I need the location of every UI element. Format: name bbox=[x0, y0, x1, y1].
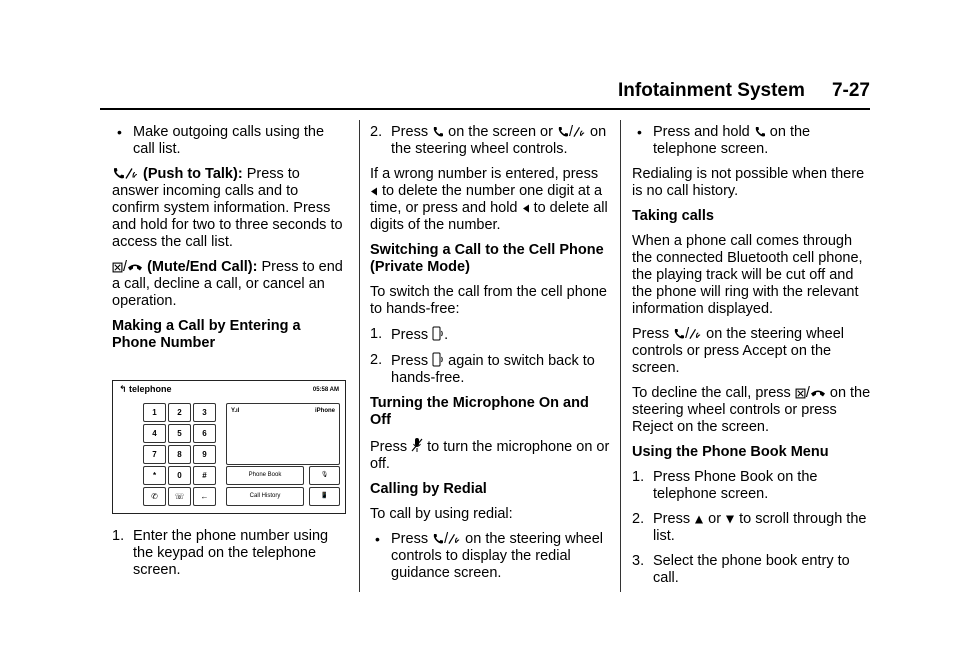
phone-book-button: Phone Book bbox=[226, 466, 304, 485]
mute-icon bbox=[795, 388, 806, 399]
section-heading: Turning the Microphone On and Off bbox=[370, 395, 589, 428]
list-item: • Press and hold on the telephone screen. bbox=[632, 124, 872, 158]
keypad-key: 1 bbox=[143, 403, 166, 422]
mute-icon bbox=[112, 262, 123, 273]
taking-paragraph: When a phone call comes through the connected Bluetooth cell phone, the playing track will be cut off and the phone will ring with the relevant information displayed. bbox=[632, 233, 863, 317]
keypad-key: 4 bbox=[143, 424, 166, 443]
section-heading: Taking calls bbox=[632, 208, 714, 224]
wrong-number-paragraph: If a wrong number is entered, press to delete the number one digit at a time, or press and hold to delete all digits of the number. bbox=[370, 166, 608, 233]
switch-paragraph: To switch the call from the cell phone to hands-free: bbox=[370, 284, 607, 317]
telephone-screen-figure bbox=[112, 380, 346, 514]
page-header bbox=[618, 80, 870, 102]
call-key-icon: ✆ bbox=[143, 487, 166, 506]
ptt-paragraph bbox=[112, 166, 348, 251]
list-item: 1. Press Phone Book on the telephone screen. bbox=[632, 469, 818, 502]
talk-icon bbox=[448, 533, 461, 545]
section-heading: Switching a Call to the Cell Phone (Private Mode) bbox=[370, 242, 604, 275]
talk-icon bbox=[689, 328, 702, 340]
keypad-key: 2 bbox=[168, 403, 191, 422]
phone-icon bbox=[432, 533, 444, 545]
page-number: 7-27 bbox=[831, 80, 870, 101]
keypad-key: 7 bbox=[143, 445, 166, 464]
mute-text: Press to end a call, decline a call, or cancel an operation. bbox=[112, 259, 343, 309]
figure-time: 05:58 AM bbox=[312, 387, 339, 393]
keypad-key: # bbox=[193, 466, 216, 485]
ptt-text: Press to answer incoming calls and to confirm system information. Press and hold for two to three seconds to access the call list. bbox=[112, 166, 343, 250]
back-arrow-icon bbox=[370, 186, 378, 197]
handset-speaker-icon bbox=[432, 352, 444, 367]
decline-paragraph: To decline the call, press / on the steering wheel controls or press Reject on the screen. bbox=[632, 385, 871, 435]
handset-speaker-icon bbox=[432, 326, 444, 341]
keypad-key: 9 bbox=[193, 445, 216, 464]
column-divider bbox=[620, 120, 621, 592]
end-call-icon bbox=[127, 262, 143, 273]
list-item: 1. Enter the phone number using the keypad on the telephone screen. bbox=[112, 528, 329, 578]
column-2 bbox=[370, 124, 610, 590]
handset-icon: 📱 bbox=[309, 487, 340, 506]
figure-title: ↰ telephone bbox=[119, 384, 172, 394]
list-item: 2. Press again to switch back to hands-free. bbox=[370, 352, 595, 386]
column-1 bbox=[112, 124, 348, 587]
signal-icon: Y.ıl bbox=[231, 408, 240, 414]
talk-icon bbox=[573, 126, 586, 138]
back-arrow-icon bbox=[522, 203, 530, 214]
end-call-icon bbox=[810, 388, 826, 399]
keypad-key: 8 bbox=[168, 445, 191, 464]
section-heading: Using the Phone Book Menu bbox=[632, 444, 829, 460]
backspace-key-icon: ← bbox=[193, 487, 216, 506]
list-item: • Press / on the steering wheel controls to display the redial guidance screen. bbox=[370, 531, 610, 582]
end-key-icon: ☏ bbox=[168, 487, 191, 506]
microphone-icon bbox=[411, 437, 423, 453]
section-title: Infotainment System bbox=[618, 80, 805, 101]
section-heading: Making a Call by Entering a Phone Number bbox=[112, 318, 301, 351]
phone-icon bbox=[673, 328, 685, 340]
keypad-key: * bbox=[143, 466, 166, 485]
ptt-label: (Push to Talk): bbox=[143, 166, 243, 182]
phone-icon bbox=[112, 167, 125, 180]
up-arrow-icon bbox=[694, 514, 704, 525]
list-item: 1. Press . bbox=[370, 326, 449, 343]
phone-icon bbox=[754, 126, 766, 138]
list-item: 2. Press or to scroll through the list. bbox=[632, 511, 867, 544]
phone-display bbox=[226, 403, 340, 465]
phone-icon bbox=[432, 126, 444, 138]
device-name: iPhone bbox=[314, 408, 335, 414]
down-arrow-icon bbox=[725, 514, 735, 525]
keypad-key: 0 bbox=[168, 466, 191, 485]
section-heading: Calling by Redial bbox=[370, 481, 487, 497]
keypad-key: 3 bbox=[193, 403, 216, 422]
mute-label: (Mute/End Call): bbox=[147, 259, 258, 275]
keypad-key: 5 bbox=[168, 424, 191, 443]
redial-paragraph: To call by using redial: bbox=[370, 506, 513, 522]
list-item: 3. Select the phone book entry to call. bbox=[632, 553, 850, 586]
mic-paragraph: Press to turn the microphone on or off. bbox=[370, 439, 610, 472]
keypad-key: 6 bbox=[193, 424, 216, 443]
no-history-paragraph: Redialing is not possible when there is no call history. bbox=[632, 166, 865, 199]
column-3 bbox=[632, 124, 872, 595]
microphone-icon: 🎙 bbox=[309, 466, 340, 485]
list-item: 2. Press on the screen or / on the steering wheel controls. bbox=[370, 124, 607, 157]
column-divider bbox=[359, 120, 360, 592]
call-history-button: Call History bbox=[226, 487, 304, 506]
phone-icon bbox=[557, 126, 569, 138]
list-item: • Make outgoing calls using the call list. bbox=[112, 124, 348, 158]
talk-icon bbox=[125, 167, 139, 180]
mute-paragraph: / (Mute/End Call): Press to end a call, decline a call, or cancel an operation. bbox=[112, 259, 343, 309]
accept-paragraph: Press / on the steering wheel controls or press Accept on the screen. bbox=[632, 326, 845, 376]
header-rule bbox=[100, 108, 870, 110]
